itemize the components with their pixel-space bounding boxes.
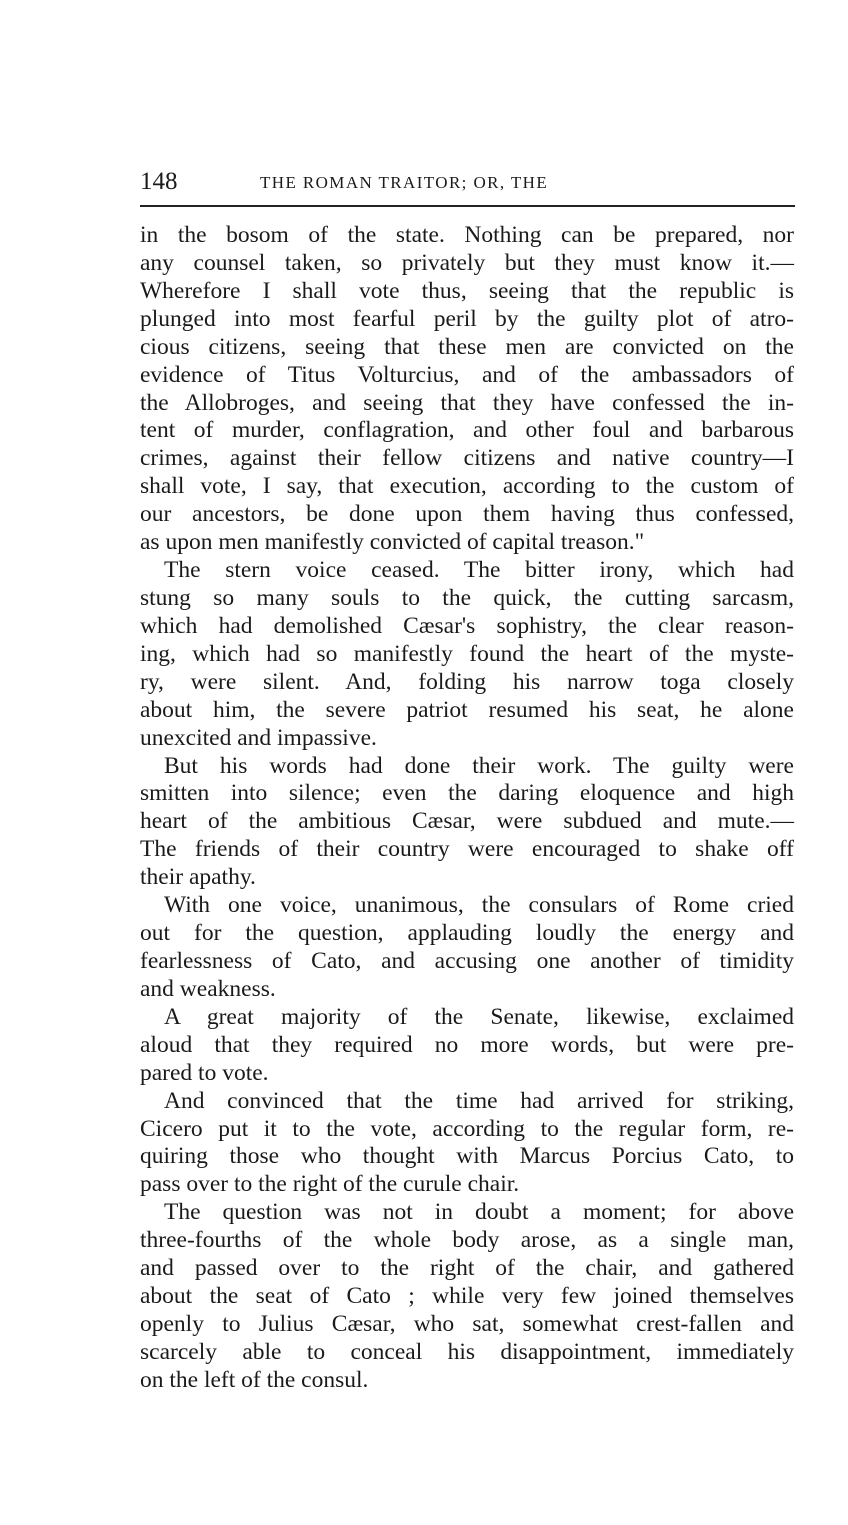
text-line: evidence of Titus Volturcius, and of the ambassadors of — [140, 361, 794, 388]
text-line: But his words had done their work. The guilty were — [164, 752, 794, 779]
text-line: pass over to the right of the curule chair. — [140, 1171, 520, 1198]
body-text — [140, 222, 794, 1395]
text-line: out for the question, applauding loudly the energy and — [140, 920, 794, 947]
running-title: THE ROMAN TRAITOR; OR, THE — [260, 173, 549, 192]
text-line: the Allobroges, and seeing that they have confessed the in- — [140, 389, 794, 416]
text-line: shall vote, I say, that execution, according to the custom of — [140, 473, 794, 500]
text-line: three-fourths of the whole body arose, as a single man, — [140, 1227, 794, 1254]
text-line: ry, were silent. And, folding his narrow toga closely — [140, 668, 794, 695]
text-line: ing, which had so manifestly found the heart of the myste- — [140, 640, 794, 667]
text-line: plunged into most fearful peril by the guilty plot of atro- — [140, 305, 794, 332]
text-line: and weakness. — [140, 975, 276, 1002]
text-line: as upon men manifestly convicted of capital treason." — [140, 529, 645, 556]
text-line: The question was not in doubt a moment; for above — [164, 1199, 794, 1226]
text-line: fearlessness of Cato, and accusing one another of timidity — [140, 947, 794, 974]
text-line: tent of murder, conflagration, and other foul and barbarous — [140, 417, 794, 444]
text-line: about him, the severe patriot resumed his seat, he alone — [140, 696, 794, 723]
text-line: and passed over to the right of the chair, and gathered — [140, 1255, 794, 1282]
text-line: aloud that they required no more words, but were pre- — [140, 1031, 794, 1058]
header-rule — [140, 205, 795, 207]
text-line: scarcely able to conceal his disappointment, immediately — [140, 1338, 794, 1365]
text-line: crimes, against their fellow citizens and native country—I — [140, 445, 794, 472]
text-line: stung so many souls to the quick, the cutting sarcasm, — [140, 584, 794, 611]
text-line: their apathy. — [140, 864, 256, 891]
text-line: our ancestors, be done upon them having thus confessed, — [140, 501, 794, 528]
text-line: Wherefore I shall vote thus, seeing that the republic is — [140, 277, 794, 304]
text-line: A great majority of the Senate, likewise, exclaimed — [164, 1003, 794, 1030]
text-line: smitten into silence; even the daring eloquence and high — [140, 780, 794, 807]
text-line: heart of the ambitious Cæsar, were subdued and mute.— — [140, 808, 794, 835]
text-line: pared to vote. — [140, 1059, 269, 1086]
text-line: The stern voice ceased. The bitter irony, which had — [164, 557, 794, 584]
text-line: about the seat of Cato ; while very few joined themselves — [140, 1283, 794, 1310]
running-header — [140, 168, 795, 198]
text-line: cious citizens, seeing that these men are convicted on the — [140, 333, 794, 360]
text-line: any counsel taken, so privately but they must know it.— — [140, 249, 794, 276]
text-line: Cicero put it to the vote, according to the regular form, re- — [140, 1115, 794, 1142]
text-line: With one voice, unanimous, the consulars of Rome cried — [164, 892, 794, 919]
text-line: openly to Julius Cæsar, who sat, somewhat crest-fallen and — [140, 1310, 794, 1337]
text-line: And convinced that the time had arrived for striking, — [164, 1087, 794, 1114]
text-line: unexcited and impassive. — [140, 724, 377, 751]
text-line: quiring those who thought with Marcus Porcius Cato, to — [140, 1143, 794, 1170]
text-line: which had demolished Cæsar's sophistry, the clear reason- — [140, 612, 794, 639]
text-line: on the left of the consul. — [140, 1366, 369, 1393]
text-line: in the bosom of the state. Nothing can be prepared, nor — [140, 222, 794, 248]
text-line: The friends of their country were encouraged to shake off — [140, 836, 794, 863]
page-number: 148 — [140, 168, 178, 195]
